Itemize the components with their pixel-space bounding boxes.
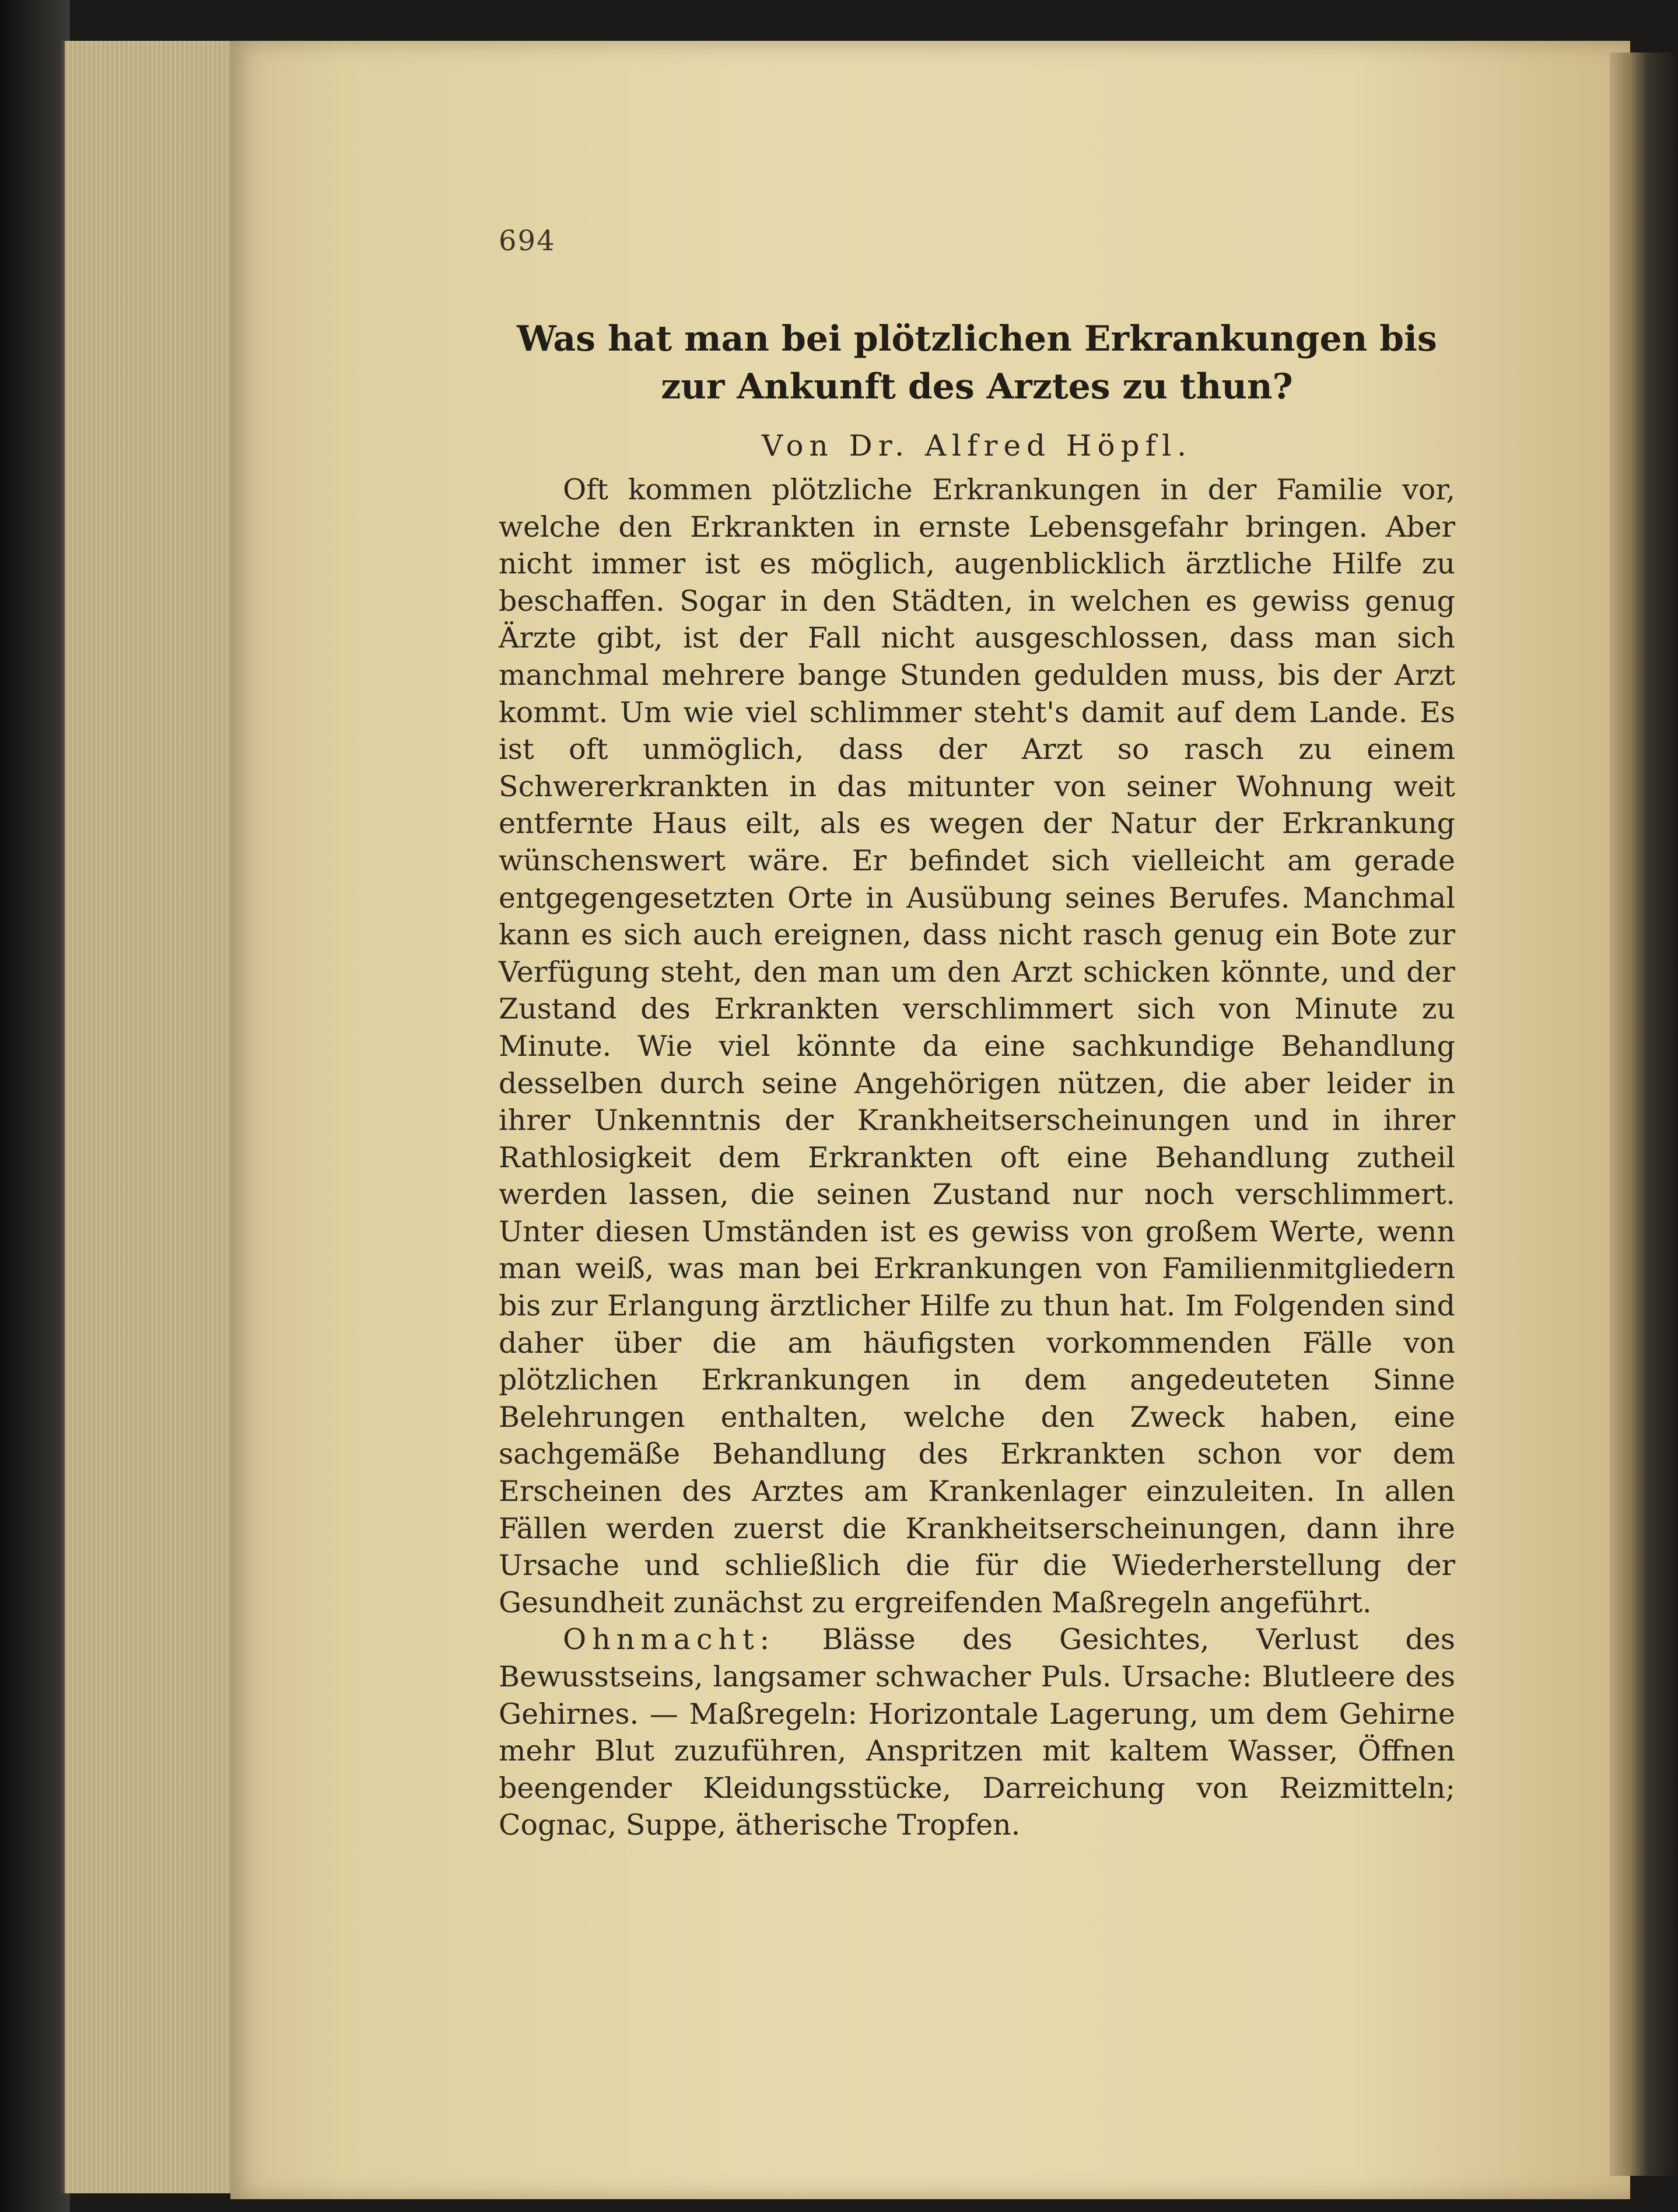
page-number: 694 (499, 225, 556, 257)
book-gutter (1610, 52, 1678, 2176)
article-body (499, 471, 1455, 1844)
ohnmacht-text: Blässe des Gesichtes, Verlust des Bewusstseins, langsamer schwacher Puls. Ursache: Blutleere des Gehirnes. — Maßregeln: Horizontale Lagerung, um dem Gehirne mehr Blut zuzuführen, Anspritzen mit kaltem Wasser, Öffnen beengender Kleidungsstücke, Darreichung von Reizmitteln; Cognac, Suppe, ätherische Tropfen. (499, 1623, 1455, 1842)
term-ohnmacht: Ohnmacht: (563, 1623, 776, 1657)
book-cover-edge (0, 0, 70, 2212)
article-author: Von Dr. Alfred Höpfl. (761, 429, 1193, 463)
paragraph-intro: Oft kommen plötzliche Erkrankungen in der Familie vor, welche den Erkrankten in ernste Lebensgefahr bringen. Aber nicht immer ist es möglich, augenblicklich ärztliche Hilfe zu beschaffen. Sogar in den Städten, in welchen es gewiss genug Ärzte gibt, ist der Fall nicht ausgeschlossen, dass man sich manchmal mehrere bange Stunden gedulden muss, bis der Arzt kommt. Um wie viel schlimmer steht's damit auf dem Lande. Es ist oft unmöglich, dass der Arzt so rasch zu einem Schwererkrankten in das mitunter von seiner Wohnung weit entfernte Haus eilt, als es wegen der Natur der Erkrankung wünschenswert wäre. Er befindet sich vielleicht am gerade entgegengesetzten Orte in Ausübung seines Berufes. Manchmal kann es sich auch ereignen, dass nicht rasch genug ein Bote zur Verfügung steht, den man um den Arzt schicken könnte, und der Zustand des Erkrankten verschlimmert sich von Minute zu Minute. Wie viel könnte da eine sachkundige Behandlung desselben durch seine Angehörigen nützen, die aber leider in ihrer Unkenntnis der Krankheitserscheinungen und in ihrer Rathlosigkeit dem Erkrankten oft eine Behandlung zutheil werden lassen, die seinen Zustand nur noch verschlimmert. Unter diesen Umständen ist es gewiss von großem Werte, wenn man weiß, was man bei Erkrankungen von Familienmitgliedern bis zur Erlangung ärztlicher Hilfe zu thun hat. Im Folgenden sind daher über die am häufigsten vorkommenden Fälle von plötzlichen Erkrankungen in dem angedeuteten Sinne Belehrungen enthalten, welche den Zweck haben, eine sachgemäße Behandlung des Erkrankten schon vor dem Erscheinen des Arztes am Krankenlager einzuleiten. In allen Fällen werden zuerst die Krankheitserscheinungen, dann ihre Ursache und schließlich die für die Wiederherstellung der Gesundheit zunächst zu ergreifenden Maßregeln angeführt. (499, 473, 1455, 1619)
page-block-edge (61, 41, 240, 2193)
article-title: Was hat man bei plötzlichen Erkrankungen bis zur Ankunft des Arztes zu thun? (517, 318, 1437, 407)
paragraph-ohnmacht (499, 1621, 1455, 1844)
